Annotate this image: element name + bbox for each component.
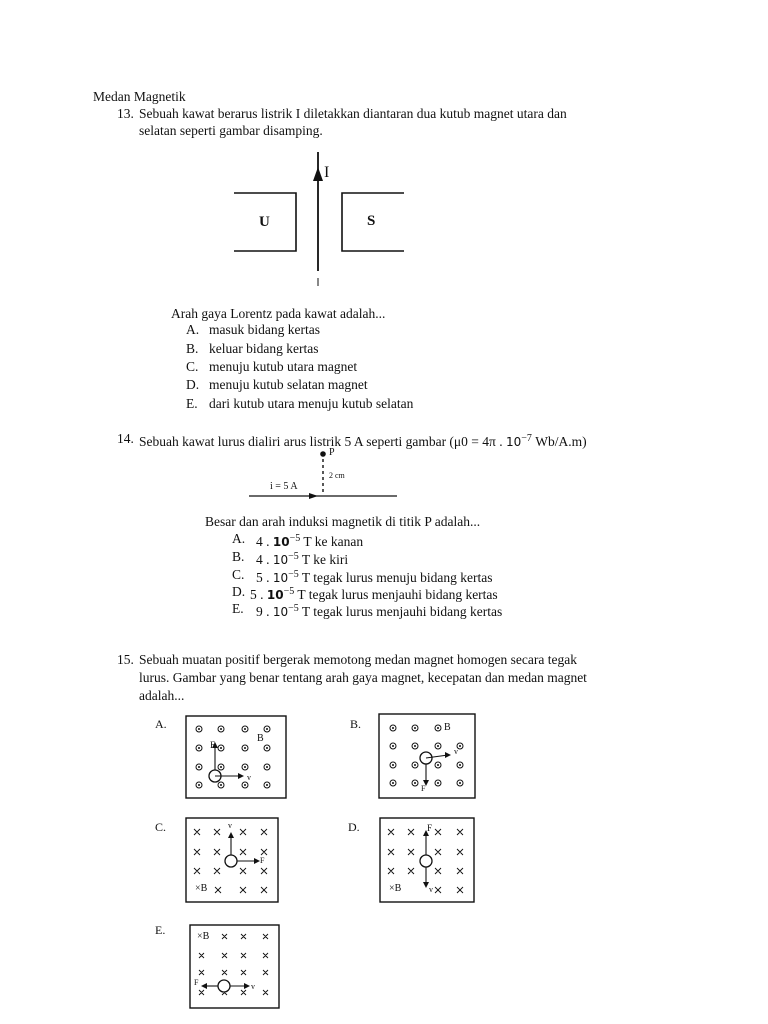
diagram-b-force-label: F (421, 784, 426, 793)
q14-option-c-letter: C. (232, 567, 245, 582)
diagram-e (189, 924, 280, 1009)
q13-number: 13. (117, 106, 134, 121)
diagram-b (378, 713, 476, 799)
current-label: I (324, 164, 330, 181)
diagram-e-field-label: ×B (197, 931, 210, 942)
q14-question: Besar dan arah induksi magnetik di titik P adalah... (205, 514, 481, 529)
q14-option-e-text: T tegak lurus menjauhi bidang kertas (298, 604, 503, 619)
diagram-a-field-label: B (257, 733, 264, 744)
force-arrow-down-icon (423, 764, 429, 786)
q14-option-a-letter: A. (232, 531, 246, 546)
q13-option-d-text: menuju kutub selatan magnet (209, 377, 368, 392)
q14-wire-figure (245, 447, 405, 502)
force-arrow-up-icon (423, 830, 429, 855)
diagram-e-force-label: F (194, 978, 199, 987)
diagram-d-letter: D. (348, 820, 360, 834)
q14-option-d-letter: D. (232, 584, 246, 599)
q14-text-main: Sebuah kawat lurus dialiri arus listrik 5 A seperti gambar (μ0 = 4π . (139, 434, 506, 449)
q14-option-a-base: 10 (272, 535, 290, 549)
q14-text-exponent: −7 (521, 433, 532, 444)
distance-label: 2 cm (329, 471, 345, 480)
q13-text-line2: selatan seperti gambar disamping. (139, 123, 323, 138)
charge-particle (420, 855, 432, 867)
q13-option-b-letter: B. (186, 341, 199, 356)
q14-option-b-coef: 4 . (256, 552, 273, 567)
q14-option-e-coef: 9 . (256, 604, 273, 619)
charge-particle (225, 855, 237, 867)
diagram-b-velocity-label: v (454, 747, 458, 756)
q14-option-b-letter: B. (232, 549, 245, 564)
q13-option-e-letter: E. (186, 396, 198, 411)
q15-text-line2: lurus. Gambar yang benar tentang arah gaya magnet, kecepatan dan medan magnet (139, 670, 587, 685)
diagram-a-letter: A. (155, 717, 167, 731)
q13-option-d-letter: D. (186, 377, 200, 392)
diagram-a (185, 715, 287, 799)
diagram-d-velocity-label: v (429, 885, 433, 894)
q14-option-b-exp: −5 (288, 551, 299, 562)
current-arrow-right-icon (309, 493, 318, 499)
diagram-c-force-label: F (260, 856, 265, 865)
q14-option-c-base: 10 (272, 571, 289, 585)
q14-option-d-coef: 5 . (250, 587, 267, 602)
q14-option-e-exp: −5 (288, 603, 299, 614)
point-p-dot (320, 451, 326, 457)
q14-option-e (256, 600, 502, 621)
q13-magnet-figure (230, 148, 410, 293)
velocity-arrow-right-icon (230, 983, 250, 989)
q15-text-line3: adalah... (139, 688, 185, 703)
q13-option-e-text: dari kutub utara menuju kutub selatan (209, 396, 414, 411)
q15-number: 15. (117, 652, 134, 667)
q13-text-line1: Sebuah kawat berarus listrik I diletakkan diantaran dua kutub magnet utara dan (139, 106, 567, 121)
q14-option-c-exp: −5 (288, 569, 299, 580)
q14-option-a-text: T ke kanan (300, 534, 364, 549)
diagram-c (185, 817, 279, 903)
q13-option-a-text: masuk bidang kertas (209, 322, 320, 337)
q14-option-b-base: 10 (272, 553, 289, 567)
q14-text-exp-base: 10 (505, 435, 522, 449)
q14-option-c-text: T tegak lurus menuju bidang kertas (298, 570, 493, 585)
q14-option-b-text: T ke kiri (298, 552, 349, 567)
diagram-d (379, 817, 475, 903)
diagram-b-field-label: B (444, 722, 451, 733)
diagram-e-velocity-label: v (251, 982, 255, 991)
q15-text-line1: Sebuah muatan positif bergerak memotong medan magnet homogen secara tegak (139, 652, 577, 667)
q13-option-b-text: keluar bidang kertas (209, 341, 319, 356)
q14-option-e-letter: E. (232, 601, 244, 616)
force-arrow-right-icon (237, 858, 260, 864)
q13-question: Arah gaya Lorentz pada kawat adalah... (171, 306, 386, 321)
diagram-c-velocity-label: v (228, 821, 232, 830)
diagram-c-field-label: ×B (195, 883, 208, 894)
q14-text-unit: Wb/A.m) (531, 434, 587, 449)
diagram-b-letter: B. (350, 717, 362, 731)
q14-option-d-exp: −5 (283, 586, 295, 597)
diagram-a-force-label: F (210, 740, 216, 750)
charge-particle (218, 980, 230, 992)
q14-option-a-exp: −5 (289, 533, 301, 544)
diagram-a-velocity-label: v (247, 773, 251, 782)
north-pole-label: U (259, 214, 270, 230)
q13-option-a-letter: A. (186, 322, 200, 337)
current-value-label: i = 5 A (270, 481, 298, 492)
q13-option-c-letter: C. (186, 359, 199, 374)
diagram-d-field-label: ×B (389, 883, 402, 894)
q14-option-d-text: T tegak lurus menjauhi bidang kertas (294, 587, 498, 602)
diagram-e-letter: E. (155, 923, 166, 937)
velocity-arrow-up-icon (228, 832, 234, 855)
south-pole-label: S (367, 213, 376, 229)
diagram-c-letter: C. (155, 820, 167, 834)
q13-option-c-text: menuju kutub utara magnet (209, 359, 358, 374)
q14-option-d-base: 10 (266, 588, 284, 602)
force-arrow-left-icon (201, 983, 218, 989)
current-arrow-up-icon (313, 167, 323, 181)
q14-option-a-coef: 4 . (256, 534, 273, 549)
q14-number: 14. (117, 431, 134, 446)
q14-option-e-base: 10 (272, 605, 289, 619)
point-p-label: P (329, 447, 335, 458)
diagram-d-force-label: F (427, 823, 433, 833)
section-title: Medan Magnetik (93, 89, 186, 104)
q14-option-c-coef: 5 . (256, 570, 273, 585)
